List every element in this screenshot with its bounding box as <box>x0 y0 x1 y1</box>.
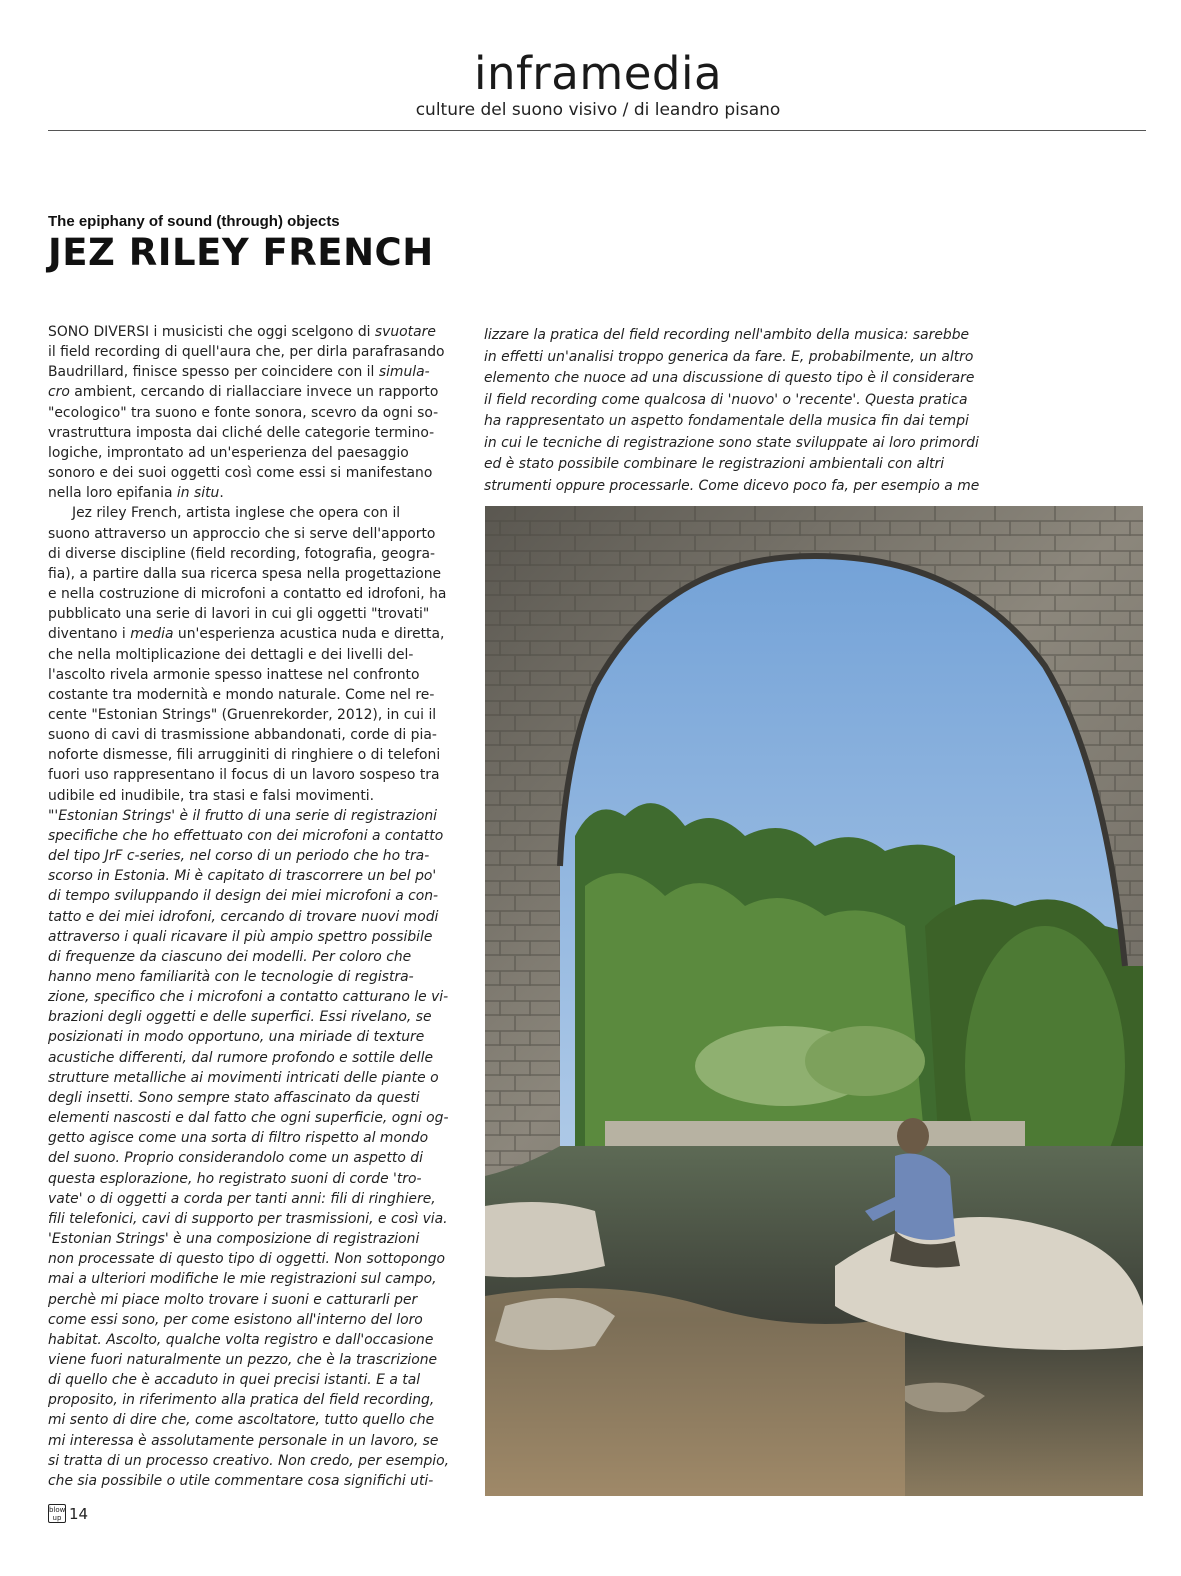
column-1-line: pubblicato una serie di lavori in cui gli oggetti "trovati" <box>48 606 430 623</box>
column-1-line: specifiche che ho effettuato con dei microfoni a contatto <box>48 827 444 844</box>
column-1-line: sonoro e dei suoi oggetti così come essi si manifestano <box>48 465 433 482</box>
column-1-line: getto agisce come una sorta di filtro rispetto al mondo <box>48 1130 429 1147</box>
column-1-line: di tempo sviluppando il design dei miei microfoni a con- <box>48 888 439 905</box>
column-1-line: noforte dismesse, fili arrugginiti di ringhiere o di telefoni <box>48 747 441 764</box>
header-divider <box>48 130 1146 131</box>
section-title: inframedia <box>473 47 723 100</box>
column-1-line: SONO DIVERSI i musicisti che oggi scelgono di svuotare <box>48 324 436 340</box>
column-1-line: fili telefonici, cavi di supporto per trasmissioni, e così via. <box>48 1210 448 1227</box>
column-1-line: l'ascolto rivela armonie spesso inattese nel confronto <box>48 666 420 683</box>
column-2-line: in cui le tecniche di registrazione sono state sviluppate ai loro primordi <box>484 434 979 451</box>
column-1-line: e nella costruzione di microfoni a contatto ed idrofoni, ha <box>48 586 447 603</box>
column-1-line: viene fuori naturalmente un pezzo, che è la trascrizione <box>48 1351 438 1368</box>
column-1-line: fuori uso rappresentano il focus di un lavoro sospeso tra <box>48 767 440 784</box>
column-1-line: perchè mi piace molto trovare i suoni e catturarli per <box>48 1291 418 1308</box>
column-2-line: ha rappresentato un aspetto fondamentale della musica fin dai tempi <box>484 413 969 429</box>
column-1-line: fia), a partire dalla sua ricerca spesa nella progettazione <box>48 565 442 582</box>
column-1-line: non processate di questo tipo di oggetti. Non sottopongo <box>48 1251 446 1268</box>
column-1-line: logiche, improntato ad un'esperienza del paesaggio <box>48 444 409 461</box>
bridge-river-photo <box>485 506 1143 1496</box>
column-1-line: Jez riley French, artista inglese che opera con il <box>72 505 401 522</box>
column-1-line: vrastruttura imposta dai cliché delle categorie termino- <box>48 424 435 441</box>
column-1-line: elementi nascosti e dal fatto che ogni superficie, ogni og- <box>48 1110 449 1127</box>
column-1-line: si tratta di un processo creativo. Non credo, per esempio, <box>48 1452 450 1469</box>
column-1-line: mi interessa è assolutamente personale in un lavoro, se <box>48 1432 439 1449</box>
column-1-line: come essi sono, per come esistono all'interno del loro <box>48 1311 423 1328</box>
column-1-line: del tipo JrF c-series, nel corso di un periodo che ho tra- <box>48 848 430 865</box>
column-1-line: il field recording di quell'aura che, per dirla parafrasando <box>48 344 445 361</box>
column-1-line: udibile ed inudibile, tra stasi e falsi movimenti. <box>48 787 375 804</box>
column-1-line: tatto e dei miei idrofoni, cercando di trovare nuovi modi <box>48 908 439 925</box>
column-1-line: attraverso i quali ricavare il più ampio spettro possibile <box>48 928 433 945</box>
column-1-line: scorso in Estonia. Mi è capitato di trascorrere un bel po' <box>48 868 437 885</box>
column-1-line: vate' o di oggetti a corda per tanti anni: fili di ringhiere, <box>48 1190 436 1207</box>
column-1-line: degli insetti. Sono sempre stato affascinato da questi <box>48 1089 420 1106</box>
section-subtitle: culture del suono visivo / di leandro pisano <box>415 100 781 120</box>
column-1-line: proposito, in riferimento alla pratica del field recording, <box>48 1392 435 1409</box>
column-1-line: mai a ulteriori modifiche le mie registrazioni sul campo, <box>48 1271 437 1288</box>
column-1-line: suono attraverso un approccio che si serve dell'apporto <box>48 525 436 542</box>
column-1-line: cente "Estonian Strings" (Gruenrekorder, 2012), in cui il <box>48 706 437 723</box>
column-1-line: del suono. Proprio considerandolo come un aspetto di <box>48 1150 423 1167</box>
column-1-line: 'Estonian Strings' è una composizione di registrazioni <box>48 1231 420 1248</box>
article-headline: JEZ RILEY FRENCH <box>48 231 434 274</box>
column-1-line: Baudrillard, finisce spesso per coincidere con il simula- <box>48 364 430 381</box>
column-1-line: cro ambient, cercando di riallacciare invece un rapporto <box>48 384 439 401</box>
column-1-line: costante tra modernità e mondo naturale. Come nel re- <box>48 686 435 703</box>
column-1-line: che sia possibile o utile commentare cosa significhi uti- <box>48 1472 434 1489</box>
column-1-line: che nella moltiplicazione dei dettagli e dei livelli del- <box>48 646 414 663</box>
article-column-1 <box>48 322 468 1491</box>
column-1-line: habitat. Ascolto, qualche volta registro e dall'occasione <box>48 1331 434 1348</box>
column-2-line: il field recording come qualcosa di 'nuovo' o 'recente'. Questa pratica <box>484 391 968 408</box>
column-1-line: brazioni degli oggetti e delle superfici. Essi rivelano, se <box>48 1009 432 1026</box>
column-1-line: strutture metalliche ai movimenti intricati delle piante o <box>48 1069 439 1086</box>
column-1-line: di diverse discipline (field recording, fotografia, geogra- <box>48 545 436 562</box>
column-1-line: posizionati in modo opportuno, una miriade di texture <box>48 1029 425 1046</box>
column-1-line: hanno meno familiarità con le tecnologie di registra- <box>48 969 414 985</box>
page-footer <box>48 1504 88 1523</box>
column-1-line: acustiche differenti, dal rumore profondo e sottile delle <box>48 1049 434 1066</box>
column-2-line: ed è stato possibile combinare le registrazioni ambientali con altri <box>484 456 945 472</box>
column-1-line: "ecologico" tra suono e fonte sonora, scevro da ogni so- <box>48 404 439 421</box>
magazine-logo: blow up <box>49 1506 66 1522</box>
column-1-line: di quello che è accaduto in quei precisi istanti. E a tal <box>48 1372 421 1389</box>
column-1-line: mi sento di dire che, come ascoltatore, tutto quello che <box>48 1412 435 1429</box>
column-1-line: nella loro epifania in situ. <box>48 485 224 502</box>
column-1-line: suono di cavi di trasmissione abbandonati, corde di pia- <box>48 727 437 744</box>
column-1-line: "'Estonian Strings' è il frutto di una serie di registrazioni <box>48 807 437 824</box>
column-1-line: di frequenze da ciascuno dei modelli. Per coloro che <box>48 948 412 965</box>
page-number: 14 <box>69 1504 89 1523</box>
column-1-line: diventano i media un'esperienza acustica nuda e diretta, <box>48 626 445 643</box>
column-2-line: in effetti un'analisi troppo generica da fare. E, probabilmente, un altro <box>484 348 974 365</box>
column-2-line: lizzare la pratica del field recording nell'ambito della musica: sarebbe <box>484 327 970 343</box>
column-1-line: questa esplorazione, ho registrato suoni di corde 'tro- <box>48 1170 422 1187</box>
article-kicker: The epiphany of sound (through) objects <box>48 213 340 230</box>
article-column-2 <box>484 325 1154 497</box>
article-photo <box>485 506 1143 1496</box>
column-1-line: zione, specifico che i microfoni a contatto catturano le vi- <box>48 989 449 1006</box>
column-2-line: elemento che nuoce ad una discussione di questo tipo è il considerare <box>484 370 975 386</box>
column-2-line: strumenti oppure processarle. Come dicevo poco fa, per esempio a me <box>484 477 980 494</box>
